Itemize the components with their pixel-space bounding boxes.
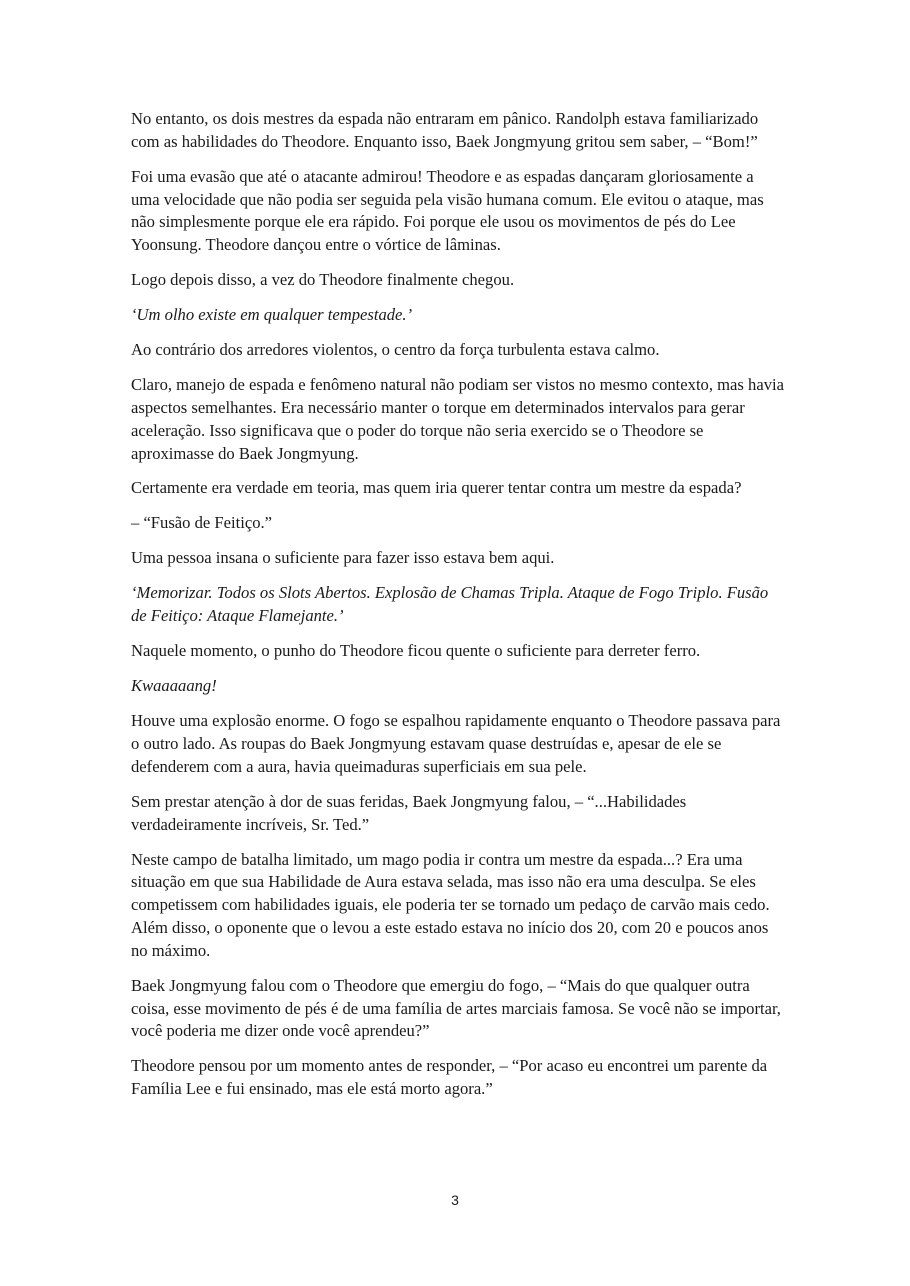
paragraph-3: Logo depois disso, a vez do Theodore finalmente chegou. — [131, 270, 515, 290]
paragraph-6: Claro, manejo de espada e fenômeno natural não podiam ser vistos no mesmo contexto, mas havia aspectos semelhantes. Era necessário manter o torque em determinados intervalos para gerar aceleração. Isso significava que o poder do torque não seria exercido se o Theodore se aproximasse do Baek Jongmyung. — [131, 375, 784, 463]
paragraph-17: Theodore pensou por um momento antes de responder, – “Por acaso eu encontrei um parente da Família Lee e fui ensinado, mas ele está morto agora.” — [131, 1056, 768, 1099]
paragraph-12-sound: Kwaaaaang! — [131, 676, 217, 696]
paragraph-10-thought: ‘Memorizar. Todos os Slots Abertos. Explosão de Chamas Tripla. Ataque de Fogo Triplo. Fusão de Feitiço: Ataque Flamejante.’ — [131, 583, 769, 626]
page-body — [131, 108, 786, 1113]
paragraph-5: Ao contrário dos arredores violentos, o centro da força turbulenta estava calmo. — [131, 340, 660, 360]
paragraph-15: Neste campo de batalha limitado, um mago podia ir contra um mestre da espada...? Era uma situação em que sua Habilidade de Aura estava selada, mas isso não era uma desculpa. Se eles competissem com habilidades iguais, ele poderia ter se tornado um pedaço de carvão mais cedo. Além disso, o oponente que o levou a este estado estava no início dos 20, com 20 e poucos anos no máximo. — [131, 849, 770, 960]
paragraph-2: Foi uma evasão que até o atacante admirou! Theodore e as espadas dançaram gloriosamente a uma velocidade que não podia ser seguida pela visão humana comum. Ele evitou o ataque, mas não simplesmente porque ele era rápido. Foi porque ele usou os movimentos de pés do Lee Yoonsung. Theodore dançou entre o vórtice de lâminas. — [131, 166, 764, 255]
paragraph-14: Sem prestar atenção à dor de suas feridas, Baek Jongmyung falou, – “...Habilidades verdadeiramente incríveis, Sr. Ted.” — [131, 791, 687, 834]
paragraph-9: Uma pessoa insana o suficiente para fazer isso estava bem aqui. — [131, 548, 555, 568]
paragraph-8-dialogue: – “Fusão de Feitiço.” — [131, 513, 273, 533]
paragraph-11: Naquele momento, o punho do Theodore ficou quente o suficiente para derreter ferro. — [131, 641, 701, 661]
paragraph-1: No entanto, os dois mestres da espada não entraram em pânico. Randolph estava familiarizado com as habilidades do Theodore. Enquanto isso, Baek Jongmyung gritou sem saber, – “Bom!” — [131, 109, 759, 151]
paragraph-7: Certamente era verdade em teoria, mas quem iria querer tentar contra um mestre da espada? — [131, 478, 742, 498]
paragraph-16: Baek Jongmyung falou com o Theodore que emergiu do fogo, – “Mais do que qualquer outra coisa, esse movimento de pés é de uma família de artes marciais famosa. Se você não se importar, você poderia me dizer onde você aprendeu?” — [131, 975, 781, 1041]
page-number: 3 — [451, 1192, 459, 1208]
paragraph-4-thought: ‘Um olho existe em qualquer tempestade.’ — [131, 305, 413, 325]
paragraph-13: Houve uma explosão enorme. O fogo se espalhou rapidamente enquanto o Theodore passava para o outro lado. As roupas do Baek Jongmyung estavam quase destruídas e, apesar de ele se defenderem com a aura, havia queimaduras superficiais em sua pele. — [131, 711, 781, 776]
